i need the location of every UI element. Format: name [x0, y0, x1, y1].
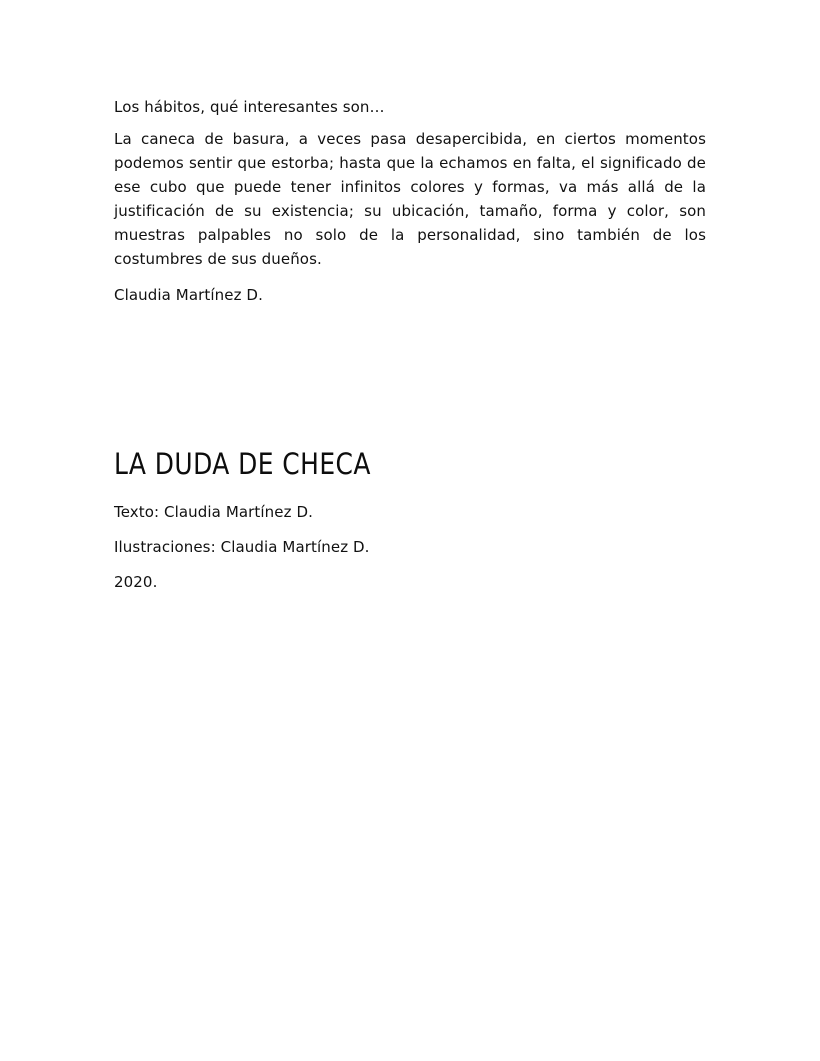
- credits-section: [114, 500, 370, 605]
- book-title: LA DUDA DE CHECA: [114, 447, 371, 481]
- illustrations-credit: Ilustraciones: Claudia Martínez D.: [114, 538, 370, 556]
- prologue-section: [114, 95, 706, 307]
- publication-year: 2020.: [114, 573, 158, 591]
- body-paragraph: La caneca de basura, a veces pasa desapercibida, en ciertos momentos podemos sentir que estorba; hasta que la echamos en falta, el significado de ese cubo que puede tener infinitos colores y formas, va más allá de la justificación de su existencia; su ubicación, tamaño, forma y color, son muestras palpables no solo de la personalidad, sino también de los costumbres de sus dueños.: [114, 130, 706, 268]
- intro-line: Los hábitos, qué interesantes son…: [114, 98, 385, 116]
- text-credit: Texto: Claudia Martínez D.: [114, 503, 313, 521]
- author-signature: Claudia Martínez D.: [114, 286, 263, 304]
